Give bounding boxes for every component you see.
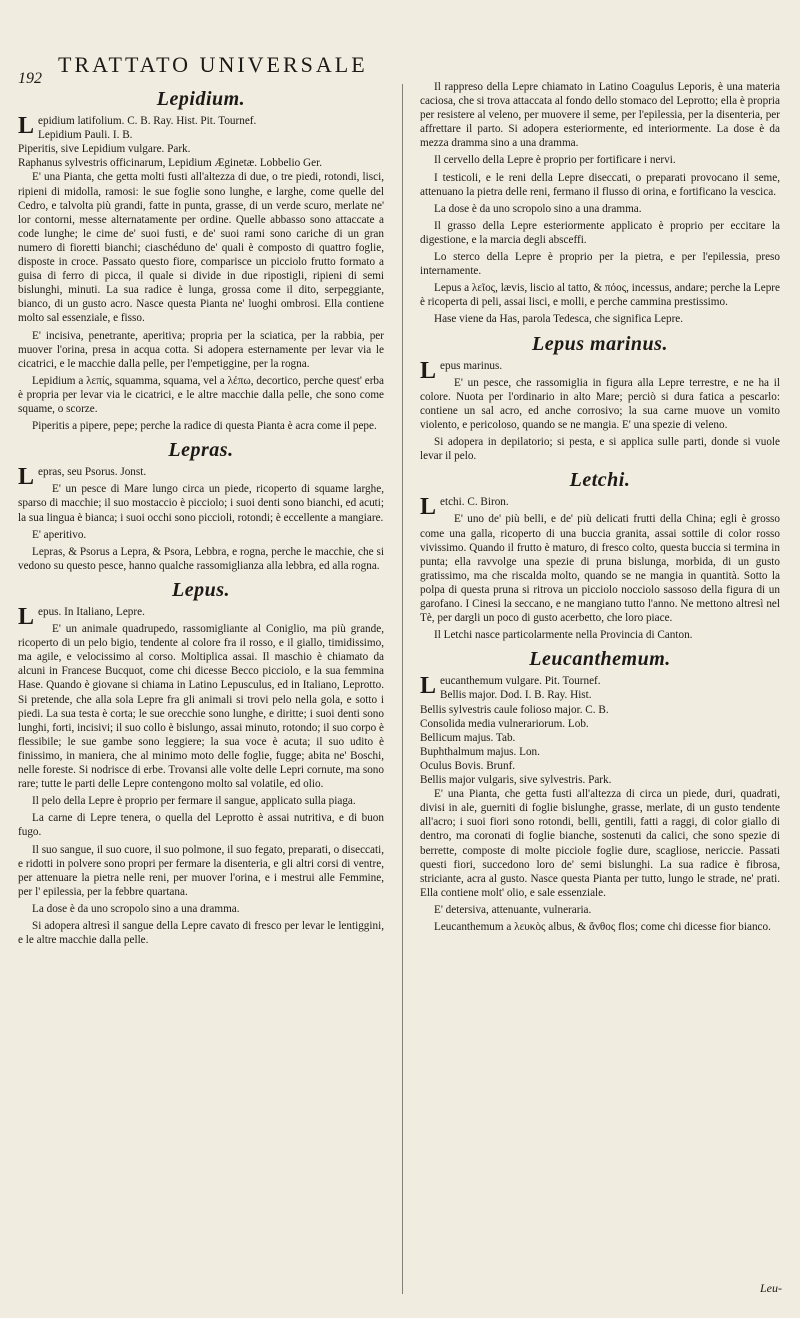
paragraph: Lepidium a λεπίς, squamma, squama, vel a λέπω, decortico, perche quest' erba è propria per levar via le cicatrici, e le altre macchie dalla pelle, che sono come squame, o scorze. <box>18 374 384 415</box>
entry-title-lepras: Lepras. <box>168 439 234 462</box>
reference-line: Lepidium Pauli. I. B. <box>38 129 133 142</box>
paragraph: La carne di Lepre tenera, o quella del Leprotto è assai nutritiva, e di buon fugo. <box>18 812 384 839</box>
entry-title-leucanthemum: Leucanthemum. <box>529 648 671 671</box>
paragraph: E' un pesce, che rassomiglia in figura alla Lepre terrestre, e ne ha il colore. Nuota per l'ordinario in alto Mare; perciò si dura fatica a pescarlo: contiene un sal acro, ed anche corrosivo; la sua carne muove un vomito violento, e pericoloso, quando se ne mangia. E' una spezie di veleno. <box>420 376 780 431</box>
paragraph: Il rappreso della Lepre chiamato in Latino Coagulus Leporis, è una materia caciosa, che si trova attaccata al fondo dello stomaco del Leprotto; ella è propria per resistere al veleno, per muovere il seme, per l'epilessia, per la disenteria, per affrettare il parto. Si adopera esteriormente, ed interiormente. La dose è da mezza dramma sino a una dramma. <box>420 81 780 150</box>
paragraph: E' un pesce di Mare lungo circa un piede, ricoperto di squame larghe, sparso di macchie; il suo mostaccio è picciolo; i suoi denti sono bianchi, ed acuti; la sua lingua è bianca; i suoi occhi sono piccioli, rotondi; è eccellente a mangiare. <box>18 483 384 524</box>
paragraph: Lepus. In Italiano, Lepre. <box>18 604 145 630</box>
right-column <box>420 80 780 937</box>
running-title: TRATTATO UNIVERSALE <box>58 52 368 77</box>
paragraph: E' una Pianta, che getta fusti all'altezza di circa un piede, duri, quadrati, divisi in ale, guerniti di foglie bislunghe, grasse, merlate, di un gusto tendente all'acro; i suoi fiori sono rotondi, belli, gentili, fatti a raggi, di color giallo di dentro, ma coronati di foglie bianche, sostenuti da calici, che sono spezie di berrette, composte di molte picciole foglie dure, scagliose, nericcie. Passati questi fiori, succedono loro de' semi bislunghi. La sua radice è fibrosa, striciante, acra al gusto. Nasce questa Pianta per tutto, lungo le strade, ne' prati. Ella contiene molt' olio, e sale essenziale. <box>420 788 780 899</box>
entry-title-letchi: Letchi. <box>569 469 631 492</box>
reference-line: Bellis sylvestris caule folioso major. C. B. <box>420 703 609 716</box>
paragraph: Lepus marinus. <box>420 357 503 384</box>
paragraph: Piperitis a pipere, pepe; perche la radice di questa Pianta è acra come il pepe. <box>32 420 377 433</box>
paragraph: Lepus a λεῖος, lævis, liscio al tatto, & πόος, incessus, andare; perche la Lepre è ricoperta di peli, assai lisci, e molli, e perche cammina prestissimo. <box>420 282 780 309</box>
paragraph: La dose è da uno scropolo sino a una dramma. <box>434 202 642 215</box>
paragraph: I testicoli, e le reni della Lepre diseccati, o preparati provocano il seme, attenuano la pietra delle reni, fermano il flusso di orina, e fortificano la vescica. <box>420 171 780 198</box>
paragraph: Il suo sangue, il suo cuore, il suo polmone, il suo fegato, preparati, o diseccati, e ridotti in polvere sono propri per fermare la disenteria, e gli altri corsi di ventre, per attenuare la pietra nelle reni, per muover l'orina, e i mestrui alle Femmine, per l' epilessia, per la febbre quartana. <box>18 843 384 898</box>
paragraph: Il grasso della Lepre esteriormente applicato è proprio per eccitare la digestione, e la marcia degli absceffi. <box>420 219 780 246</box>
reference-line: Piperitis, sive Lepidium vulgare. Park. <box>18 143 191 156</box>
reference-line: Bellicum majus. Tab. <box>420 731 516 744</box>
paragraph: Lepras, seu Psorus. Jonst. <box>18 464 147 491</box>
paragraph: E' uno de' più belli, e de' più delicati frutti della China; egli è grosso come una galla, ricoperto di una buccia granita, assai sottile di color rosso vivissimo. Quando il frutto è maturo, di fresco colto, questa buccia si termina in punta; ella ravvolge una spezie di pruna bislunga, morbida, di un gusto gratissimo, ma che riscalda molto, quando se ne mangia in quantità. Sotto la polpa di questa pruna si ritrova un picciolo nocciolo sassoso della figura di un garofano. I Cinesi la seccano, e ne mangiano tutto l'anno. Ne mettono altresì nel Tè, per dargli un poco di gusto acerbetto, che loro piace. <box>420 513 780 625</box>
paragraph: E' detersiva, attenuante, vulneraria. <box>434 903 592 916</box>
paragraph: Il pelo della Lepre è proprio per fermare il sangue, applicato sulla piaga. <box>32 795 356 808</box>
column-divider <box>402 84 403 1294</box>
paragraph: La dose è da uno scropolo sino a una dramma. <box>32 902 240 915</box>
page-number: 192 <box>18 70 42 87</box>
paragraph: E' incisiva, penetrante, aperitiva; propria per la sciatica, per la rabbia, per muover l'orina, presa in acqua cotta. Si adopera esternamente per levar via le cicatrici, e le macchie dalla pelle, per l'empetiggine, per la rogna. <box>18 329 384 370</box>
entry-title-lepidium: Lepidium. <box>156 88 246 110</box>
catchword: Leu- <box>760 1281 782 1295</box>
reference-line: Lepidium latifolium. C. B. Ray. Hist. Pit. Tournef. <box>18 113 257 140</box>
reference-line: Oculus Bovis. Brunf. <box>420 759 516 772</box>
paragraph: Si adopera altresì il sangue della Lepre cavato di fresco per levar le lentiggini, e le altre macchie dalla pelle. <box>18 919 384 947</box>
entry-title-lepus: Lepus. <box>172 578 230 601</box>
reference-line: Buphthalmum majus. Lon. <box>420 745 540 758</box>
paragraph: Il cervello della Lepre è proprio per fortificare i nervi. <box>434 154 676 167</box>
left-column <box>18 82 384 950</box>
reference-line: Bellis major. Dod. I. B. Ray. Hist. <box>440 689 592 702</box>
reference-line: Raphanus sylvestris officinarum, Lepidium Æginetæ. Lobbelio Ger. <box>18 157 322 170</box>
paragraph: E' aperitivo. <box>32 528 87 541</box>
entry-title-lepus-marinus: Lepus marinus. <box>532 332 668 355</box>
reference-line: Bellis major vulgaris, sive sylvestris. Park. <box>420 774 612 787</box>
paragraph: Leucanthemum a λευκὸς albus, & ἄνθος flos; come chi dicesse fior bianco. <box>434 920 771 933</box>
paragraph: Il Letchi nasce particolarmente nella Provincia di Canton. <box>434 629 693 642</box>
paragraph: E' una Pianta, che getta molti fusti all'altezza di due, o tre piedi, rotondi, lisci, ripieni di midolla, ramosi: le sue foglie sono lunghe, e larghe, come quelle del Cedro, e talvolta più grandi, fatte in punta, grasse, di un verde scuro, merlate ne' lor contorni, messe alternatamente per ordine. Quelle abbasso sono attaccate a code lunghe; le cime de' suoi fusti, e de' suoi rami sono cariche di un gran numero di fioretti bianchi; ciaschéduno de' quali è composto di quattro foglie, disposte in croce. Passato questo fiore, comparisce un picciolo frutto formato a guisa di ferro di picca, il quale si divide in due ripostigli, ripieni di semi bislunghi, minuti. La sua radice è lunga, grossa come il dito, serpeggiante, bianco, di un gusto acro. Nasce questa Pianta ne' luoghi ombrosi. Ella contiene molto sal essenziale, e fisso. <box>18 171 384 325</box>
paragraph: Letchi. C. Biron. <box>420 494 509 521</box>
paragraph: E' un animale quadrupedo, rassomigliante al Coniglio, ma più grande, ricoperto di un pelo bigio, tendente al colore fra il rosso, e il giallo, timidissimo, ma agile, e velocissimo al corso. Moltiplica assai. Il maschio è chiamato da alcuni in Francese Bucquot, come chi dicesse Becco picciolo, e la sua femmina Hase. Quando è giovane si chiama in Latino Lepusculus, ed in Italiano, Leprotto. Si pretende, che alla sola Lepre fra gli animali si trovi pelo nella gola, e sotto i piedi. La sua testa è corta; le sue orecchie sono lunghe, e diritte; i suoi denti sono lunghi, forti, incisivi; il suo collo è bislungo, assai minuto, rotondo; il suo corpo è flessibile; le sue gambe sono leggiere; la sua voce è acuta; il suo udito è finissimo, in maniera, che al minimo moto delle foglie, fugge; abita ne' Boschi, nelle foreste. Si nodrisce di erbe. Trovansi alle volte delle Lepri cornute, ma sono rare; tutte le parti delle Lepre contengono molto sal volatile, ed olio. <box>18 623 384 791</box>
paragraph: Lo sterco della Lepre è proprio per la pietra, e per l'epilessia, preso internamente. <box>420 251 780 278</box>
reference-line: Consolida media vulnerariorum. Lob. <box>420 717 589 730</box>
paragraph: Hase viene da Has, parola Tedesca, che significa Lepre. <box>434 313 684 326</box>
paragraph: Si adopera in depilatorio; si pesta, e si applica sulle parti, donde si vuole levar il pelo. <box>420 436 780 463</box>
reference-line: Leucanthemum vulgare. Pit. Tournef. <box>420 673 601 700</box>
paragraph: Lepras, & Psorus a Lepra, & Psora, Lebbra, e rogna, perche le macchie, che si vedono su questo pesce, hanno qualche rassomiglianza alla lebbra, ed alla rogna. <box>18 545 384 572</box>
